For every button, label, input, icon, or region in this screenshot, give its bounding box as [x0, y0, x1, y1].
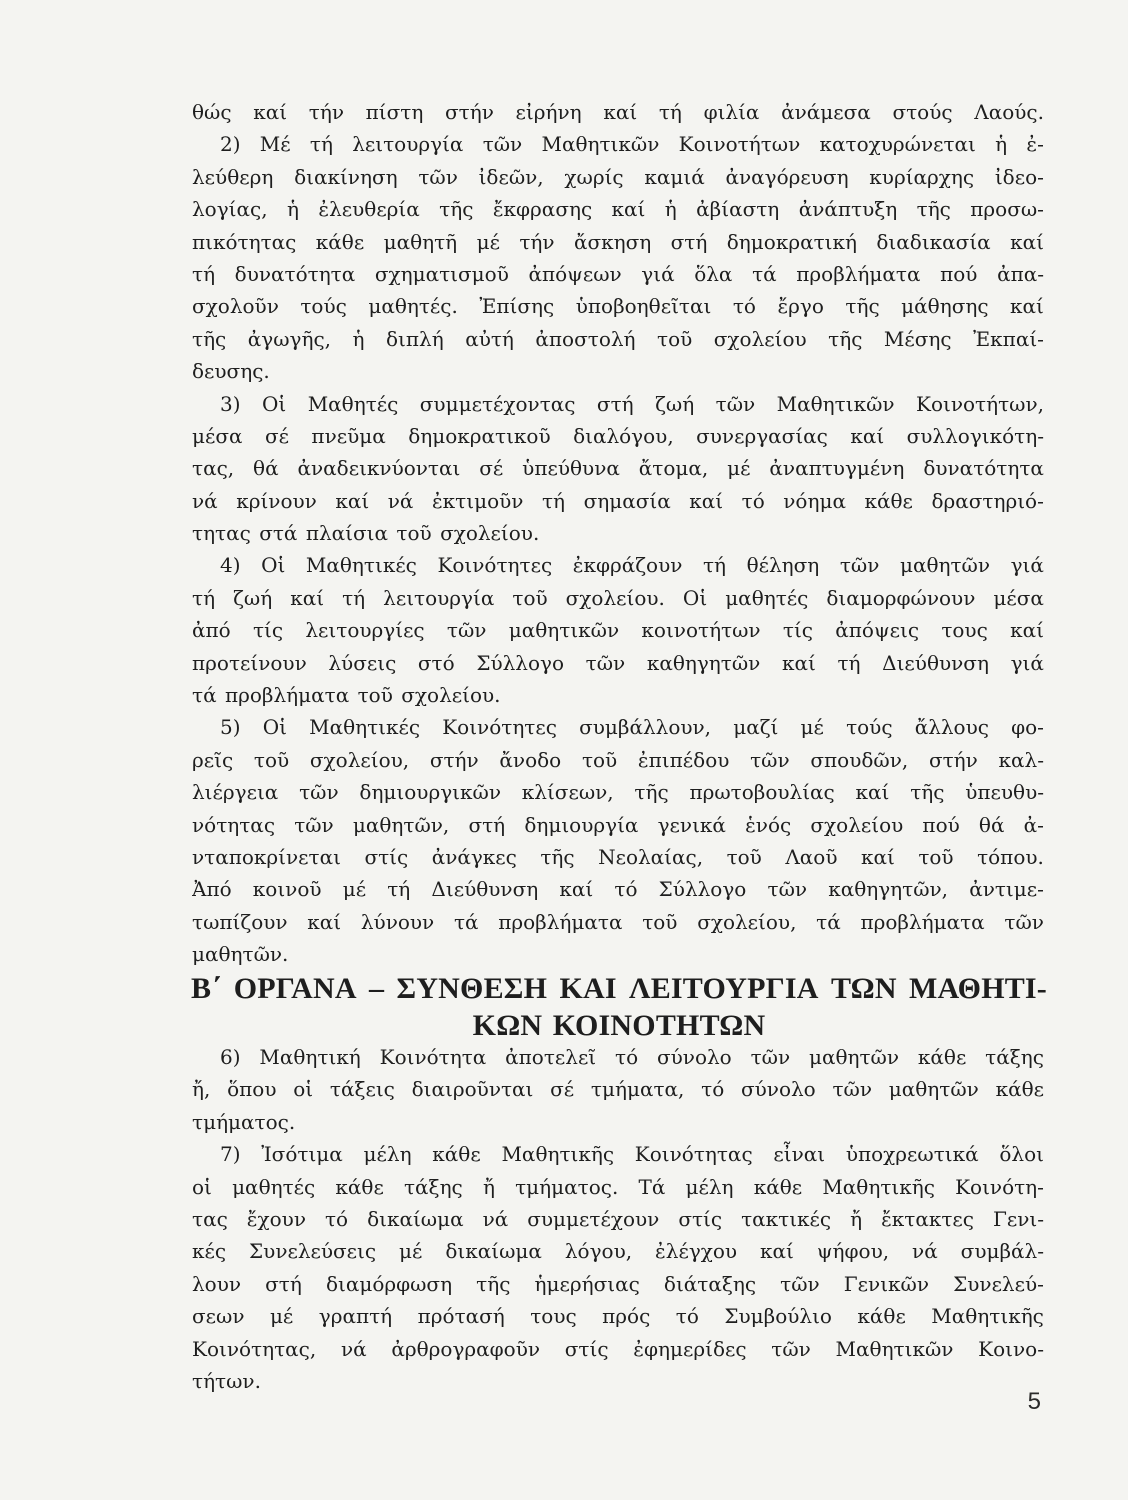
text-line: 2) Μέ τή λειτουργία τῶν Μαθητικῶν Κοινοτήτων κατοχυρώνεται ἡ ἐ- — [220, 132, 1044, 157]
text-line: 7) Ἰσότιμα μέλη κάθε Μαθητικῆς Κοινότητας εἶναι ὑποχρεωτικά ὅλοι — [220, 1142, 1044, 1167]
text-line: 5) Οἱ Μαθητικές Κοινότητες συμβάλλουν, μαζί μέ τούς ἄλλους φο- — [220, 715, 1044, 740]
text-line: τωπίζουν καί λύνουν τά προβλήματα τοῦ σχολείου, τά προβλήματα τῶν — [192, 909, 1044, 934]
text-line: ἀπό τίς λειτουργίες τῶν μαθητικῶν κοινοτήτων τίς ἀπόψεις τους καί — [192, 618, 1044, 643]
text-line: τή δυνατότητα σχηματισμοῦ ἀπόψεων γιά ὅλα τά προβλήματα πού ἀπα- — [192, 261, 1044, 286]
text-line: πικότητας κάθε μαθητῆ μέ τήν ἄσκηση στή δημοκρατική διαδικασία καί — [192, 229, 1044, 254]
section-heading — [191, 970, 1047, 1044]
text-line: τήτων. — [192, 1368, 261, 1393]
text-line: τμήματος. — [192, 1109, 296, 1134]
text-line: λιέργεια τῶν δημιουργικῶν κλίσεων, τῆς πρωτοβουλίας καί τῆς ὑπευθυ- — [192, 780, 1044, 805]
text-line: τας ἔχουν τό δικαίωμα νά συμμετέχουν στίς τακτικές ἤ ἔκτακτες Γενι- — [192, 1206, 1044, 1231]
text-line: μαθητῶν. — [192, 942, 289, 967]
body-text-top — [192, 96, 1044, 971]
text-line: νταποκρίνεται στίς ἀνάγκες τῆς Νεολαίας, τοῦ Λαοῦ καί τοῦ τόπου. — [192, 844, 1044, 869]
text-line: σχολοῦν τούς μαθητές. Ἐπίσης ὑποβοηθεῖται τό ἔργο τῆς μάθησης καί — [192, 294, 1044, 319]
text-line: μέσα σέ πνεῦμα δημοκρατικοῦ διαλόγου, συνεργασίας καί συλλογικότη- — [192, 423, 1044, 448]
text-line: τας, θά ἀναδεικνύονται σέ ὑπεύθυνα ἄτομα, μέ ἀναπτυγμένη δυνατότητα — [192, 456, 1044, 481]
text-line: ρεῖς τοῦ σχολείου, στήν ἄνοδο τοῦ ἐπιπέδου τῶν σπουδῶν, στήν καλ- — [192, 747, 1044, 772]
text-line: προτείνουν λύσεις στό Σύλλογο τῶν καθηγητῶν καί τή Διεύθυνση γιά — [192, 650, 1044, 675]
text-line: 4) Οἱ Μαθητικές Κοινότητες ἐκφράζουν τή θέληση τῶν μαθητῶν γιά — [220, 553, 1044, 578]
text-line: νότητας τῶν μαθητῶν, στή δημιουργία γενικά ἑνός σχολείου πού θά ἀ- — [192, 812, 1044, 837]
text-line: οἱ μαθητές κάθε τάξης ἤ τμήματος. Τά μέλη κάθε Μαθητικῆς Κοινότη- — [192, 1174, 1044, 1199]
text-line: κές Συνελεύσεις μέ δικαίωμα λόγου, ἐλέγχου καί ψήφου, νά συμβάλ- — [192, 1239, 1044, 1264]
text-line: σεων μέ γραπτή πρότασή τους πρός τό Συμβούλιο κάθε Μαθητικῆς — [192, 1304, 1044, 1329]
text-line: θώς καί τήν πίστη στήν εἰρήνη καί τή φιλία ἀνάμεσα στούς Λαούς. — [192, 100, 1044, 124]
text-line: τή ζωή καί τή λειτουργία τοῦ σχολείου. Οἱ μαθητές διαμορφώνουν μέσα — [192, 585, 1044, 610]
text-line: ἤ, ὅπου οἱ τάξεις διαιροῦνται σέ τμήματα, τό σύνολο τῶν μαθητῶν κάθε — [192, 1077, 1044, 1102]
text-line: νά κρίνουν καί νά ἐκτιμοῦν τή σημασία καί τό νόημα κάθε δραστηριό- — [192, 488, 1044, 513]
text-line: λουν στή διαμόρφωση τῆς ἡμερήσιας διάταξης τῶν Γενικῶν Συνελεύ- — [192, 1271, 1044, 1296]
section-heading-line: Β΄ ΟΡΓΑΝΑ – ΣΥΝΘΕΣΗ ΚΑΙ ΛΕΙΤΟΥΡΓΙΑ ΤΩΝ ΜΑΘΗΤΙ- — [191, 972, 1047, 1005]
text-line: 3) Οἱ Μαθητές συμμετέχοντας στή ζωή τῶν Μαθητικῶν Κοινοτήτων, — [220, 391, 1044, 416]
text-line: τῆς ἀγωγῆς, ἡ διπλή αὐτή ἀποστολή τοῦ σχολείου τῆς Μέσης Ἐκπαί- — [192, 326, 1044, 351]
page-number: 5 — [1027, 1388, 1041, 1415]
text-line: 6) Μαθητική Κοινότητα ἀποτελεῖ τό σύνολο τῶν μαθητῶν κάθε τάξης — [220, 1045, 1044, 1069]
text-line: λογίας, ἡ ἐλευθερία τῆς ἔκφρασης καί ἡ ἀβίαστη ἀνάπτυξη τῆς προσω- — [192, 197, 1044, 222]
text-line: τά προβλήματα τοῦ σχολείου. — [192, 683, 501, 708]
text-line: Ἀπό κοινοῦ μέ τή Διεύθυνση καί τό Σύλλογο τῶν καθηγητῶν, ἀντιμε- — [192, 877, 1044, 902]
text-line: λεύθερη διακίνηση τῶν ἰδεῶν, χωρίς καμιά ἀναγόρευση κυρίαρχης ἰδεο- — [192, 164, 1044, 189]
body-text-bottom — [192, 1041, 1044, 1397]
text-line: δευσης. — [192, 359, 270, 384]
text-line: Κοινότητας, νά ἀρθρογραφοῦν στίς ἐφημερίδες τῶν Μαθητικῶν Κοινο- — [192, 1336, 1044, 1361]
text-line: τητας στά πλαίσια τοῦ σχολείου. — [192, 521, 540, 546]
section-heading-line: ΚΩΝ ΚΟΙΝΟΤΗΤΩΝ — [472, 1009, 766, 1042]
